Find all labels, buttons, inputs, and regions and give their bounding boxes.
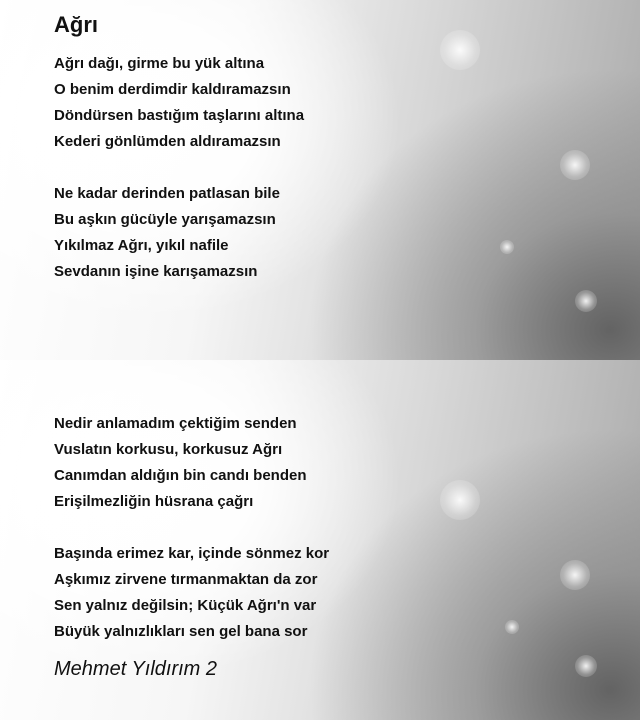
stanza-1 bbox=[54, 51, 304, 155]
poem-author: Mehmet Yıldırım 2 bbox=[54, 658, 218, 680]
poem-line: Ağrı dağı, girme bu yük altına bbox=[54, 55, 265, 72]
stanza-2 bbox=[54, 181, 280, 285]
bokeh-light bbox=[505, 620, 519, 634]
stanza-3 bbox=[54, 411, 307, 515]
poem-line: Bu aşkın gücüyle yarışamazsın bbox=[54, 211, 276, 228]
poem-line: Erişilmezliğin hüsrana çağrı bbox=[54, 493, 254, 510]
poem-line: Nedir anlamadım çektiğim senden bbox=[54, 415, 297, 432]
poem-line: Sevdanın işine karışamazsın bbox=[54, 263, 258, 280]
poem-line: Yıkılmaz Ağrı, yıkıl nafile bbox=[54, 237, 229, 254]
poem-line: Döndürsen bastığım taşlarını altına bbox=[54, 107, 305, 124]
bokeh-light bbox=[575, 290, 597, 312]
poem-title: Ağrı bbox=[54, 12, 98, 37]
poem-line: Başında erimez kar, içinde sönmez kor bbox=[54, 545, 330, 562]
bokeh-light bbox=[560, 150, 590, 180]
bokeh-light bbox=[500, 240, 514, 254]
stanza-4 bbox=[54, 541, 329, 645]
bokeh-light bbox=[440, 480, 480, 520]
poem-line: Ne kadar derinden patlasan bile bbox=[54, 185, 280, 202]
poem-line: O benim derdimdir kaldıramazsın bbox=[54, 81, 291, 98]
bokeh-light bbox=[440, 30, 480, 70]
poem-line: Büyük yalnızlıkları sen gel bana sor bbox=[54, 623, 308, 640]
poem-line: Canımdan aldığın bin candı benden bbox=[54, 467, 307, 484]
poem-card-bottom bbox=[0, 360, 640, 720]
poem-line: Aşkımız zirvene tırmanmaktan da zor bbox=[54, 571, 318, 588]
poem-line: Kederi gönlümden aldıramazsın bbox=[54, 133, 281, 150]
poem-line: Sen yalnız değilsin; Küçük Ağrı'n var bbox=[54, 597, 317, 614]
bokeh-light bbox=[560, 560, 590, 590]
poem-line: Vuslatın korkusu, korkusuz Ağrı bbox=[54, 441, 283, 458]
bokeh-light bbox=[575, 655, 597, 677]
